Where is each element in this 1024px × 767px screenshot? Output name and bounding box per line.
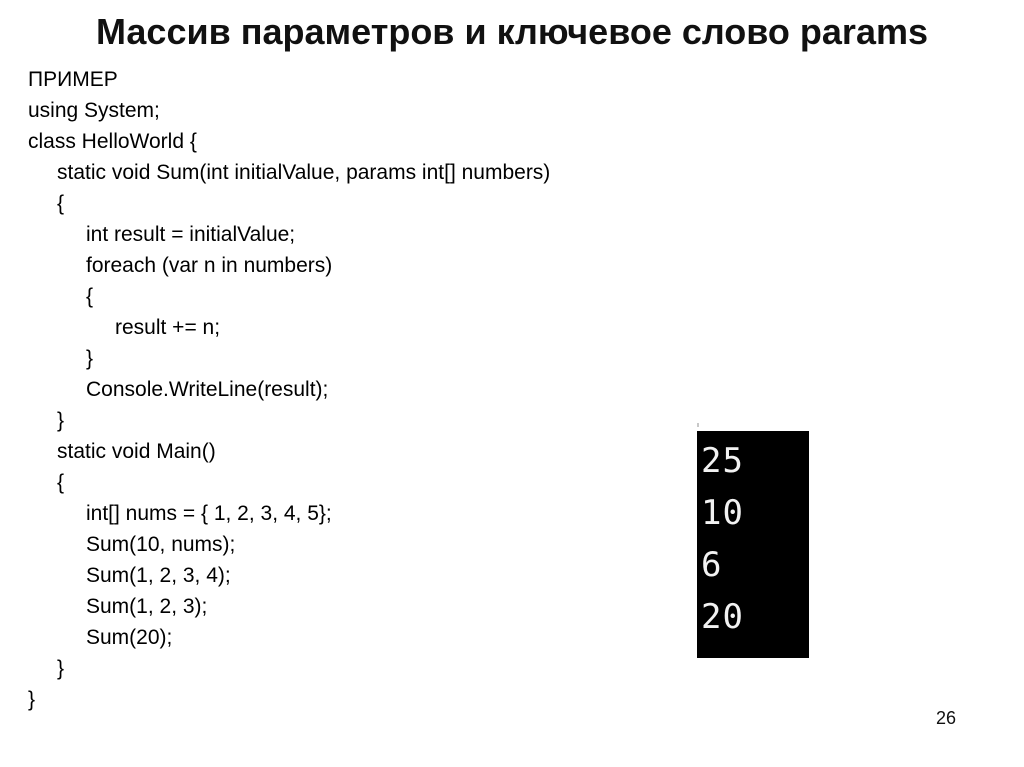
code-line: Sum(1, 2, 3); <box>86 595 208 618</box>
page-number: 26 <box>936 708 957 728</box>
console-output-window <box>697 431 809 658</box>
console-output-line: 20 <box>701 597 744 637</box>
console-output-line: 25 <box>701 441 744 481</box>
code-line: int[] nums = { 1, 2, 3, 4, 5}; <box>86 502 332 525</box>
code-line: { <box>57 471 65 494</box>
code-line: foreach (var n in numbers) <box>86 254 333 277</box>
code-line: { <box>57 192 65 215</box>
code-line: Sum(1, 2, 3, 4); <box>86 564 231 587</box>
console-window-edge <box>697 423 699 427</box>
code-line: } <box>57 409 65 432</box>
code-line: class HelloWorld { <box>28 130 197 153</box>
console-output-line: 10 <box>701 493 744 533</box>
code-listing <box>28 64 550 715</box>
code-line: Sum(10, nums); <box>86 533 236 556</box>
code-line: } <box>86 347 94 370</box>
code-line: Sum(20); <box>86 626 173 649</box>
code-line: using System; <box>28 99 160 122</box>
code-line: static void Sum(int initialValue, params int[] numbers) <box>57 161 551 184</box>
code-line: } <box>57 657 65 680</box>
console-output-line: 6 <box>701 545 723 585</box>
code-line: } <box>28 688 36 711</box>
code-line: Console.WriteLine(result); <box>86 378 329 401</box>
code-line: { <box>86 285 94 308</box>
code-line: static void Main() <box>57 440 216 463</box>
code-line: int result = initialValue; <box>86 223 296 246</box>
code-line: result += n; <box>115 316 221 339</box>
code-line: ПРИМЕР <box>28 68 118 91</box>
slide-title: Массив параметров и ключевое слово params <box>95 11 928 52</box>
